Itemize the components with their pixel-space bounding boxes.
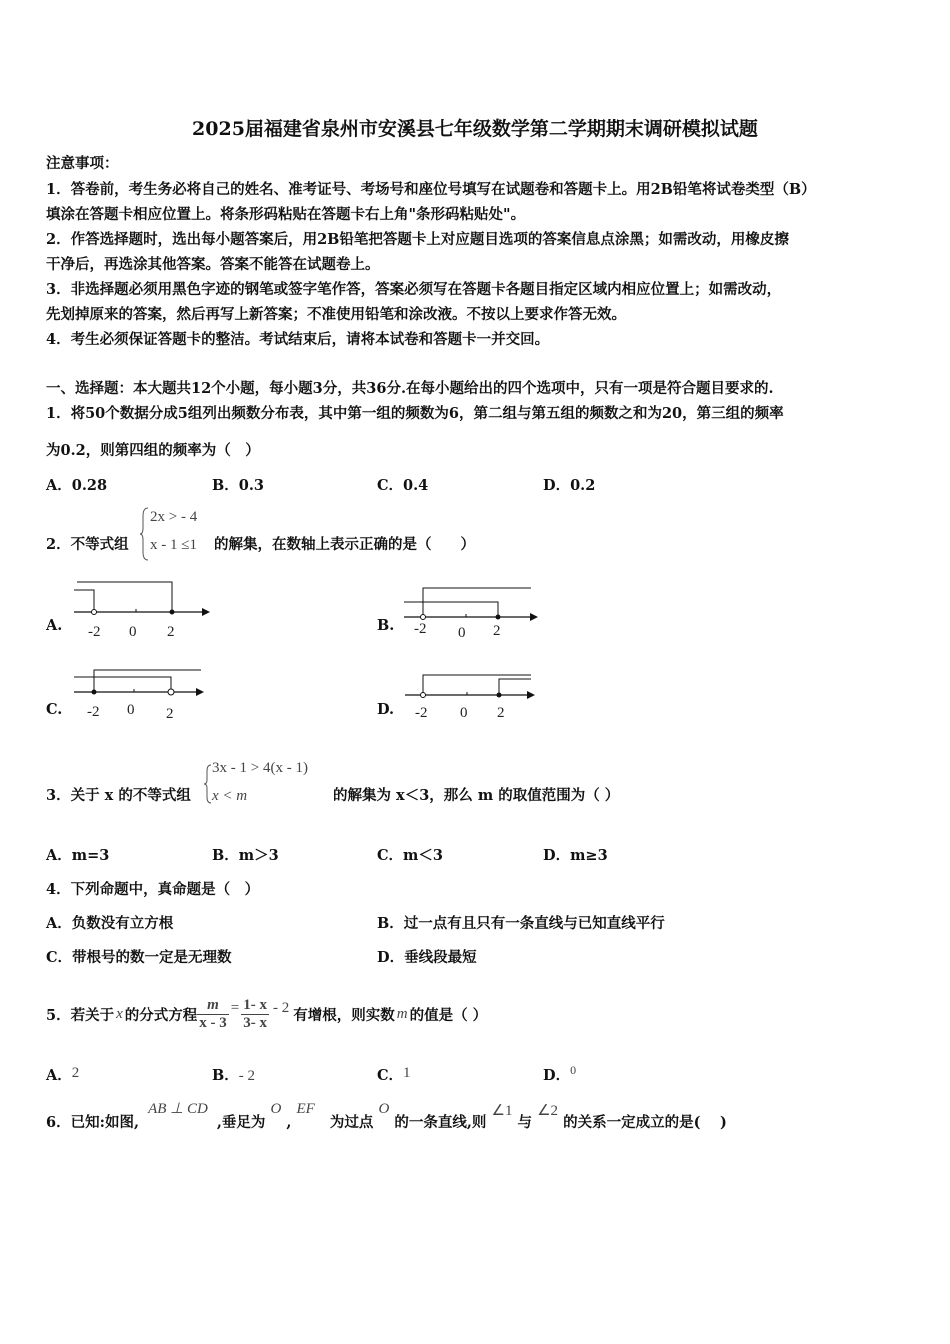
q5-option-c	[377, 1064, 411, 1085]
tick-label: 2	[493, 623, 501, 639]
tick-label: -2	[414, 621, 427, 637]
tick-label: 0	[127, 702, 135, 718]
q3-option-a: A．m=3	[46, 847, 110, 864]
q6-math: O	[270, 1101, 282, 1117]
tick-label: -2	[88, 624, 101, 640]
option-value: - 2	[238, 1068, 256, 1084]
q3-option-c: C．m＜3	[377, 847, 443, 864]
q6-math: EF	[296, 1101, 315, 1117]
notice-line: 2．作答选择题时，选出每小题答案后，用2B铅笔把答题卡上对应题目选项的答案信息点涂黑；如需改动，用橡皮擦	[46, 231, 789, 248]
q3-system	[212, 754, 308, 810]
number-line-a	[74, 582, 214, 642]
q1-option-c: C．0.4	[377, 477, 429, 494]
option-label: C．	[377, 1067, 404, 1084]
q2-prefix: 2．不等式组	[46, 536, 129, 553]
q6-text: 为过点	[329, 1114, 374, 1131]
q6-text: 与	[517, 1114, 533, 1131]
q6-text: 6．已知:如图,	[46, 1114, 139, 1131]
tick-label: 0	[458, 625, 466, 641]
q5-var: m	[396, 1005, 408, 1022]
q2-option-d: D.	[377, 701, 395, 718]
q6-math: ∠2	[537, 1103, 559, 1119]
numerator: m	[197, 997, 229, 1015]
denominator: x - 3	[199, 1014, 227, 1031]
notice-line: 1．答卷前，考生务必将自己的姓名、准考证号、考场号和座位号填写在试题卷和答题卡上。用2B铅笔将试卷类型（B）	[46, 181, 816, 198]
notice-heading: 注意事项：	[46, 155, 119, 172]
notice-line: 先划掉原来的答案，然后再写上新答案；不准使用铅笔和涂改液。不按以上要求作答无效。	[46, 306, 626, 323]
tick-label: 2	[167, 624, 175, 640]
q3-option-d: D．m≥3	[543, 847, 608, 864]
number-line-d	[405, 675, 545, 735]
page-title: 2025届福建省泉州市安溪县七年级数学第二学期期末调研模拟试题	[192, 118, 758, 140]
option-value: 2	[71, 1065, 80, 1081]
notice-line: 填涂在答题卡相应位置上。将条形码粘贴在答题卡右上角"条形码粘贴处"。	[46, 206, 526, 223]
notice-line: 干净后，再选涂其他答案。答案不能答在试题卷上。	[46, 256, 380, 273]
q2-equation-1: 2x > - 4	[150, 509, 198, 525]
q6-math: AB ⊥ CD	[148, 1101, 208, 1117]
q6-text: 的一条直线,则	[394, 1114, 487, 1131]
numerator: 1- x	[243, 996, 267, 1013]
brace-icon	[140, 506, 150, 562]
q6-math: ∠1	[491, 1103, 513, 1119]
q5-option-a	[46, 1064, 79, 1085]
tick-label: -2	[415, 705, 428, 721]
q2-suffix: 的解集，在数轴上表示正确的是（ ）	[214, 536, 475, 553]
number-line-c	[74, 670, 214, 730]
q2-option-c: C.	[46, 701, 63, 718]
q5-stem	[46, 990, 487, 1038]
option-label: D．	[543, 1067, 571, 1084]
q4-option-b: B．过一点有且只有一条直线与已知直线平行	[377, 915, 665, 932]
option-value: 1	[403, 1065, 411, 1081]
q1-option-a: A．0.28	[46, 477, 108, 494]
q3-suffix: 的解集为 x＜3，那么 m 的取值范围为（ ）	[333, 787, 620, 804]
number-line-b	[404, 587, 544, 647]
q5-term: - 2	[272, 999, 290, 1016]
q3-equation-2: x < m	[212, 788, 248, 804]
q5-fraction-2	[241, 997, 269, 1032]
q5-option-b	[212, 1064, 255, 1085]
q6-text: 的关系一定成立的是( )	[563, 1114, 727, 1131]
q6-text: ,垂足为	[216, 1114, 266, 1131]
q5-fraction-1	[197, 997, 229, 1032]
q6-math: O	[378, 1101, 390, 1117]
q2-option-b: B.	[377, 617, 395, 634]
q3-equation-1: 3x - 1 > 4(x - 1)	[212, 760, 308, 776]
denominator: 3- x	[243, 1014, 267, 1031]
section-heading: 一、选择题：本大题共12个小题，每小题3分，共36分.在每小题给出的四个选项中，只有一项是符合题目要求的.	[46, 380, 774, 397]
option-value: 0	[570, 1063, 577, 1077]
q1-stem: 1．将50个数据分成5组列出频数分布表，其中第一组的频数为6，第二组与第五组的频数之和为20，第三组的频率	[46, 405, 784, 422]
equals-sign: =	[230, 999, 240, 1016]
notice-line: 3．非选择题必须用黑色字迹的钢笔或签字笔作答，答案必须写在答题卡各题目指定区域内相应位置上；如需改动，	[46, 281, 782, 298]
q1-option-d: D．0.2	[543, 477, 596, 494]
tick-label: -2	[87, 704, 100, 720]
q6-text: ,	[286, 1114, 292, 1131]
q5-option-d	[543, 1064, 576, 1085]
q1-option-b: B．0.3	[212, 477, 264, 494]
option-label: A．	[46, 1067, 72, 1084]
notice-line: 4．考生必须保证答题卡的整洁。考试结束后，请将本试卷和答题卡一并交回。	[46, 331, 550, 348]
q4-option-c: C．带根号的数一定是无理数	[46, 949, 232, 966]
option-label: B．	[212, 1067, 239, 1084]
q4-option-d: D．垂线段最短	[377, 949, 477, 966]
q5-text: 有增根，则实数	[293, 1006, 395, 1024]
q6-stem	[46, 1101, 727, 1132]
q5-text: 的值是（ ）	[409, 1006, 488, 1024]
q2-option-a: A.	[46, 617, 63, 634]
q5-text: 5．若关于	[46, 1006, 115, 1024]
q3-prefix: 3．关于 x 的不等式组	[46, 787, 191, 804]
q1-stem: 为0.2，则第四组的频率为（ ）	[46, 442, 260, 459]
tick-label: 2	[166, 706, 174, 722]
tick-label: 2	[497, 705, 505, 721]
q5-var: x	[116, 1005, 123, 1022]
tick-label: 0	[129, 624, 137, 640]
q2-system	[150, 503, 197, 559]
q5-text: 的分式方程	[124, 1006, 198, 1024]
q4-stem: 4．下列命题中，真命题是（ ）	[46, 881, 260, 898]
q3-option-b: B．m＞3	[212, 847, 279, 864]
q4-option-a: A．负数没有立方根	[46, 915, 174, 932]
tick-label: 0	[460, 705, 468, 721]
q2-equation-2: x - 1 ≤1	[150, 537, 197, 553]
